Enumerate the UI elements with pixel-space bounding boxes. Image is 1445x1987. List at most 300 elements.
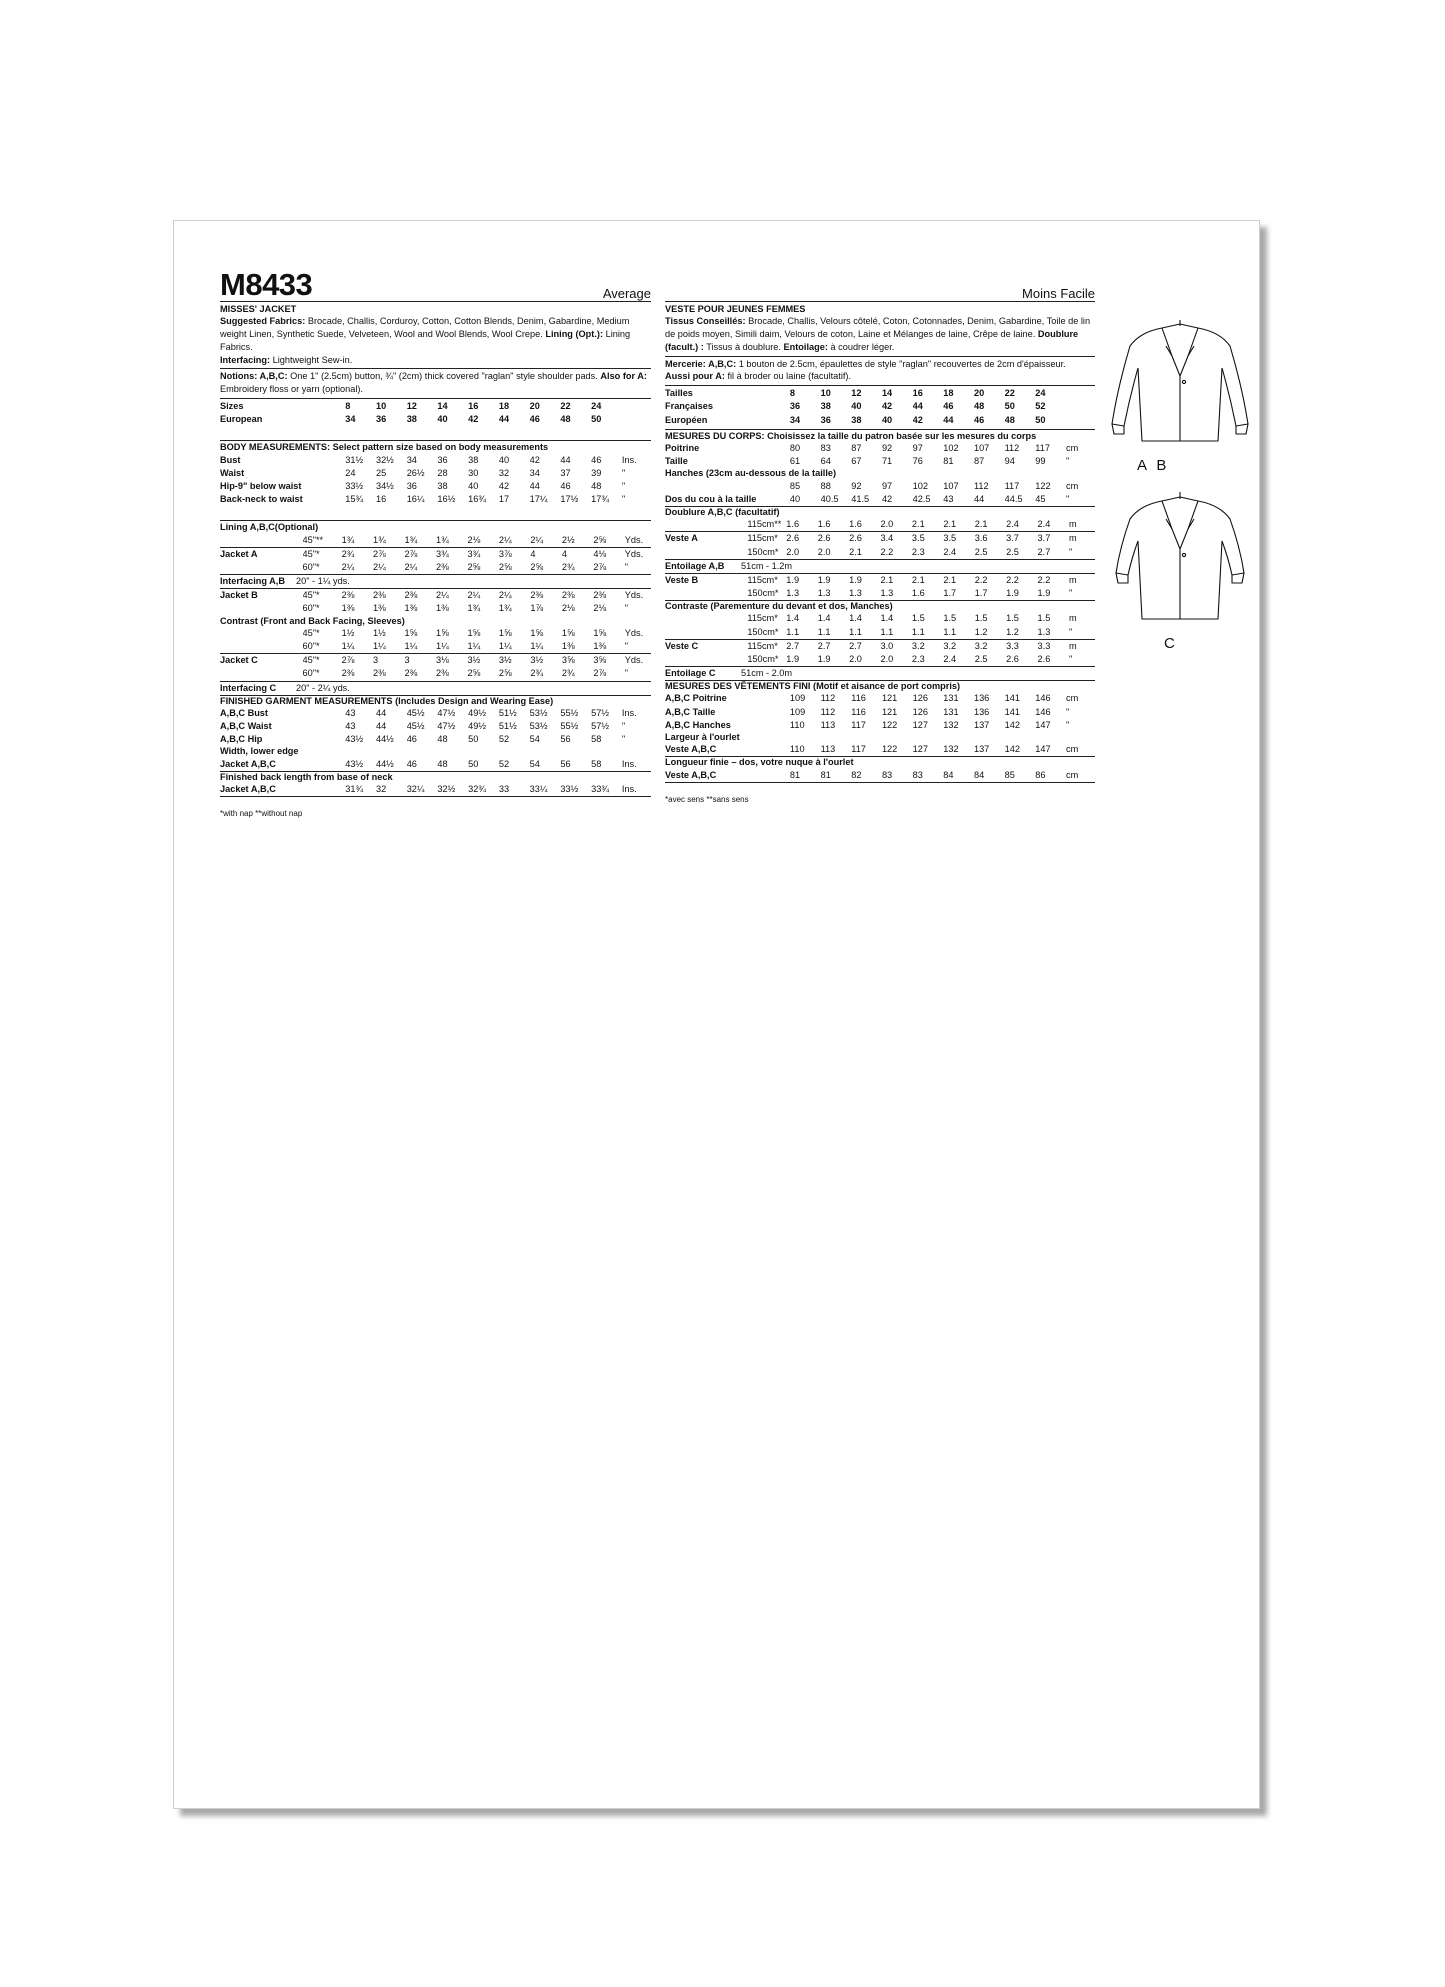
cell-value: 2⅜ [341,590,355,601]
table-row [220,627,651,640]
lining-heading: Lining A,B,C(Optional) [220,522,319,533]
yardage-section [220,520,651,695]
cell-value: 36 [820,414,831,425]
cell-value: 16 [375,494,387,505]
cell-value: 3.3 [1037,640,1051,651]
cell-value: 2.6 [1038,653,1069,667]
cell-value: 1.1 [849,626,880,640]
measurement-table [220,783,651,797]
table-row [220,480,651,493]
cell-value: 12 [406,400,417,411]
cell-value: 1⅝ [435,627,449,638]
cell-value: 1.1 [943,626,974,640]
cell-value: 42 [912,414,923,425]
fabric-width: 60"* [303,640,342,654]
jacket-c-sketch [1100,487,1259,637]
measurement-table [220,400,651,426]
cell-value: 32 [376,783,407,797]
cell-value: 3¾ [435,548,449,559]
interfacing-ab-label: Interfacing A,B [220,576,285,587]
cell-value: 34 [789,414,801,425]
measurement-table [665,743,1095,757]
cell-value: 46 [591,454,602,465]
cell-value: 1.5 [1006,613,1019,624]
unit: Yds. [624,548,644,559]
cell-value: 2.2 [1037,574,1051,585]
cell-value: 47½ [437,707,456,718]
hanches-heading: Hanches (23cm au-dessous de la taille) [665,468,837,479]
unit: m [1068,640,1077,651]
cell-value: 107 [973,443,990,453]
row-label: A,B,C Waist [220,721,272,732]
cell-value: 36 [789,401,801,412]
row-label: A,B,C Poitrine [665,693,727,704]
unit: Yds. [624,590,644,601]
interfacing-ab-value: 20" - 1¼ yds. [296,576,350,587]
unit: Ins. [621,454,637,465]
sketch-c-caption: C [1164,635,1178,652]
finished-heading: FINISHED GARMENT MEASUREMENTS (Includes Design and Wearing Ease) [220,695,554,706]
cell-value: 2⅝ [467,561,498,575]
table-row [220,667,651,681]
cell-value: 146 [1035,693,1051,704]
cell-value: 2¼ [342,561,373,575]
cell-value: 1¼ [405,640,436,654]
unit: " [621,494,626,505]
cell-value: 110 [789,719,805,730]
cell-value: 57½ [591,707,609,718]
cell-value: 56 [560,734,571,745]
cell-value: 34 [345,414,356,425]
cell-value: 50 [1035,414,1046,425]
cell-value: 132 [943,719,959,730]
measurement-table [665,769,1095,783]
row-label [665,587,747,601]
row-label: Veste A,B,C [665,769,790,783]
cell-value: 64 [820,456,831,467]
fabric-width: 115cm* [747,574,778,585]
cell-value: 38 [851,414,862,425]
cell-value: 116 [851,706,866,717]
cell-value: 46 [943,401,954,412]
row-label [665,653,747,667]
cell-value: 54 [529,734,540,745]
cell-value: 136 [973,693,990,704]
unit: " [621,467,626,478]
cell-value: 112 [973,480,989,491]
cell-value: 17¾ [591,494,609,505]
cell-value: 2.2 [881,546,912,560]
cell-value: 20 [973,388,985,399]
cell-value: 46 [973,414,985,425]
measurement-table [665,640,1095,667]
cell-value: 1⅜ [341,603,355,614]
table-row [665,455,1095,468]
cell-value: 2⅛ [593,603,607,614]
fabrics-label: Suggested Fabrics: [220,316,306,327]
cell-value: 1.6 [912,587,943,601]
cell-value: 44 [974,493,1005,507]
cell-value: 2⅜ [342,667,373,681]
cell-value: 2.1 [943,518,974,532]
interfacing-text: Lightweight Sew-in. [272,354,353,365]
measurement-table [220,627,651,654]
interfacing-ab-value-fr: 51cm - 1.2m [741,560,793,571]
cell-value: 127 [912,719,928,730]
cell-value: 40 [790,493,821,507]
cell-value: 4⅛ [593,548,607,559]
cell-value: 52 [499,758,530,772]
row-label: Jacket C [220,655,258,666]
cell-value: 3.6 [974,533,988,544]
cell-value: 3.7 [1037,533,1051,544]
measurement-table [665,574,1095,601]
fabric-width: 150cm* [747,546,786,560]
cell-value: 49½ [468,721,487,732]
cell-value: 92 [881,443,893,453]
cell-value: 2⅞ [404,548,418,559]
fabrics-label-fr: Tissus Conseillés: [665,316,746,327]
measurement-table [220,654,651,681]
fabric-width: 45"* [302,655,320,666]
cell-value: 3.7 [1006,533,1019,544]
fabric-width: 45"* [302,590,320,601]
cell-value: 1¼ [467,640,498,654]
table-row [665,769,1095,783]
also-text-fr: fil à broder ou laine (facultatif). [727,371,852,382]
cell-value: 81 [790,769,821,783]
cell-value: 1.7 [975,587,1006,601]
cell-value: 3.5 [911,533,925,544]
unit: cm [1065,693,1079,704]
cell-value: 3⅛ [435,655,449,666]
row-label [220,534,303,548]
fabric-width: 45"* [302,627,320,638]
cell-value: 1¾ [498,603,512,614]
interfacing-ab-row-fr [665,560,1095,574]
cell-value: 34 [406,454,417,465]
interfacing-label: Interfacing: [220,354,271,365]
fabric-width: 60"* [302,603,320,614]
row-label: Sizes [220,400,244,411]
measurement-table [665,518,1095,532]
cell-value: 22 [1004,388,1015,399]
cell-value: 132 [943,743,974,757]
english-header [220,269,651,302]
cell-value: 12 [851,388,862,399]
cell-value: 1.2 [1006,626,1037,640]
cell-value: 24 [345,467,356,478]
cell-value: 84 [974,769,1005,783]
cell-value: 38 [468,454,479,465]
cell-value: 85 [789,480,801,491]
cell-value: 48 [560,414,571,425]
row-label: Jacket A [220,548,258,559]
also-label: Also for A: [600,371,647,382]
cell-value: 113 [821,743,852,757]
cell-value: 2⅛ [467,534,498,548]
table-row [220,454,651,467]
row-label [220,667,303,681]
table-row [220,589,651,602]
table-row [665,480,1095,493]
cell-value: 112 [1004,443,1020,453]
cell-value: 2¾ [341,548,355,559]
cell-value: 1.1 [786,626,817,640]
fabrics-paragraph-fr [665,315,1095,353]
cell-value: 2⅞ [373,548,386,559]
cell-value: 14 [437,400,448,411]
cell-value: 43½ [345,758,376,772]
table-row [220,720,651,733]
cell-value: 34½ [375,481,394,491]
row-label: Tailles [665,388,693,399]
interfacing-c-value: 20" - 2¼ yds. [296,682,350,693]
table-row [220,733,651,746]
yardage-section-fr [665,507,1095,681]
cell-value: 67 [851,456,862,467]
cell-value: 2.6 [1006,653,1037,667]
measurement-table [665,442,1095,468]
unit: " [621,721,626,732]
cell-value: 2.1 [943,574,957,585]
cell-value: 2.7 [817,640,831,651]
cell-value: 3⅝ [561,655,575,666]
table-row [665,546,1095,560]
table-row [665,640,1095,653]
cell-value: 2¾ [562,561,593,575]
cell-value: 88 [820,480,831,491]
fabric-width: 150cm* [747,653,786,667]
cell-value: 2.4 [943,653,974,667]
cell-value: 112 [820,706,836,717]
footnote-fr: *avec sens **sans sens [665,794,749,804]
cell-value: 24 [591,400,602,411]
cell-value: 1.6 [786,518,817,532]
cell-value: 37 [560,467,571,478]
table-row [665,653,1095,667]
contrast-heading: Contrast (Front and Back Facing, Sleeves) [220,615,405,626]
cell-value: 33½ [345,481,364,491]
cell-value: 33¾ [591,783,622,797]
body-measurements-fr [665,429,1095,507]
row-label: A,B,C Hip [220,734,263,745]
body-heading: BODY MEASUREMENTS: Select pattern size based on body measurements [220,442,549,453]
table-row [220,413,651,426]
interfacing-c-label: Interfacing C [220,682,277,693]
lining-text-fr: Tissus à doublure. [706,341,781,352]
body-measurements [220,440,651,506]
cell-value: 2⅞ [593,667,624,681]
cell-value: 3½ [530,655,544,666]
interfacing-c-row [220,682,651,696]
cell-value: 10 [375,400,387,411]
difficulty-level: Average [602,286,651,301]
fabrics-text-fr: Brocade, Challis, Velours côtelé, Coton, Cotonnades, Denim, Gabardine, Toile de lin de poids moyen, Simili daim, Velours de coton, Laine et Mélanges de laine, Crêpe de laine. [665,316,1091,339]
table-row [665,442,1095,455]
cell-value: 117 [1035,443,1050,453]
cell-value: 41.5 [851,493,882,507]
unit: m [1068,533,1077,544]
cell-value: 43 [943,493,974,507]
size-table [220,398,651,426]
cell-value: 126 [912,693,928,704]
cell-value: 3½ [467,655,481,666]
cell-value: 146 [1035,706,1051,717]
cell-value: 45½ [406,707,425,718]
cell-value: 2⅜ [373,667,404,681]
cell-value: 44 [529,481,540,491]
measurement-table [220,707,651,747]
cell-value: 2.6 [786,533,800,544]
cell-value: 2⅞ [341,655,355,666]
cell-value: 2¼ [498,590,512,601]
row-label [665,612,747,625]
cell-value: 136 [973,706,990,717]
cell-value: 2½ [562,534,593,548]
cell-value: 1⅜ [404,603,418,614]
cell-value: 46 [529,414,540,425]
table-row [665,692,1095,705]
also-label-fr: Aussi pour A: [665,371,725,382]
unit: " [625,640,651,654]
cell-value: 2.4 [1006,518,1037,532]
cell-value: 17¼ [529,494,548,505]
row-label: Dos du cou à la taille [665,493,790,507]
row-label: Jacket A,B,C [220,758,345,772]
cell-value: 131 [943,706,959,717]
cell-value: 97 [881,480,893,491]
width-heading: Width, lower edge [220,746,299,757]
cell-value: 87 [973,456,985,467]
fabric-width: 45"** [303,534,342,548]
cell-value: 1.4 [786,613,800,624]
unit: cm [1065,480,1079,491]
table-row [220,493,651,506]
row-label: European [220,414,263,425]
cell-value: 1.6 [818,518,849,532]
row-label [665,480,790,493]
cell-value: 17½ [560,494,579,505]
lining-label: Lining (Opt.): [545,329,604,339]
cell-value: 48 [1004,414,1015,425]
cell-value: 58 [591,758,622,772]
cell-value: 1.3 [818,587,849,601]
footnote: *with nap **without nap [220,809,303,819]
cell-value: 112 [820,693,836,704]
table-row [665,532,1095,545]
cell-value: 83 [913,769,944,783]
english-column [220,269,651,818]
row-label: Jacket A,B,C [220,783,345,797]
cell-value: 16 [912,388,923,399]
row-label: Bust [220,454,241,465]
cell-value: 122 [881,719,898,730]
cell-value: 45½ [406,721,425,732]
cell-value: 3.2 [974,640,988,651]
cell-value: 1.1 [912,626,943,640]
table-row [665,387,1095,400]
unit: " [1069,546,1095,560]
cell-value: 117 [851,743,882,757]
cell-value: 8 [345,400,351,411]
cell-value: 3.5 [943,533,957,544]
measurement-table [665,612,1095,639]
table-row [665,612,1095,625]
cell-value: 24 [1035,388,1046,399]
row-label: Françaises [665,401,714,412]
cell-value: 4 [561,548,567,559]
measurement-table [220,589,651,615]
cell-value: 83 [820,443,831,453]
cell-value: 1⅝ [530,627,544,638]
cell-value: 87 [851,443,862,453]
fabrics-text: Brocade, Challis, Corduroy, Cotton, Cotton Blends, Denim, Gabardine, Medium weight Linen, Synthetic Suede, Velveteen, Wool and Wool Blends, Wool Crepe. [220,316,630,339]
cell-value: 36 [375,414,387,425]
cell-value: 38 [437,481,448,491]
cell-value: 126 [912,706,928,717]
cell-value: 53½ [529,721,548,732]
unit [1066,400,1095,413]
unit: cm [1065,443,1079,453]
table-row [220,561,651,575]
cell-value: 2⅝ [467,667,498,681]
table-row [220,654,651,667]
cell-value: 3¾ [467,548,481,559]
cell-value: 2.1 [911,574,925,585]
jacket-ab-sketch [1100,316,1259,456]
cell-value: 3 [373,655,379,666]
cell-value: 1½ [341,627,355,638]
cell-value: 1.3 [786,587,817,601]
table-row [220,534,651,548]
cell-value: 22 [560,400,571,411]
unit: cm [1066,743,1095,757]
cell-value: 58 [591,734,602,745]
unit: Yds. [624,655,644,666]
cell-value: 2¾ [530,667,561,681]
cell-value: 52 [498,734,510,745]
row-label: Veste A,B,C [665,743,790,757]
cell-value: 48 [437,734,448,745]
cell-value: 1¾ [342,534,373,548]
contrast-heading-fr: Contraste (Parementure du devant et dos, Manches) [665,601,893,612]
cell-value: 2⅜ [436,667,467,681]
lining-text: Lining Fabrics. [220,329,631,352]
cell-value: 2.7 [1038,546,1069,560]
cell-value: 1¼ [530,640,561,654]
cell-value: 2.4 [943,546,974,560]
cell-value: 2⅝ [530,561,561,575]
cell-value: 46 [407,758,438,772]
cell-value: 84 [943,769,974,783]
cell-value: 1.7 [943,587,974,601]
finished-measurements [220,696,651,798]
cell-value: 42 [882,493,913,507]
cell-value: 49½ [468,707,487,718]
table-row [220,758,651,772]
cell-value: 2⅜ [373,590,386,601]
cell-value: 2.0 [786,546,817,560]
cell-value: 1.9 [786,574,800,585]
cell-value: 44 [375,721,387,732]
measurement-table [220,454,651,507]
unit: " [624,603,629,614]
unit: " [1065,719,1070,730]
cell-value: 1¼ [342,640,373,654]
row-label: Veste C [665,640,699,651]
cell-value: 116 [851,693,866,704]
